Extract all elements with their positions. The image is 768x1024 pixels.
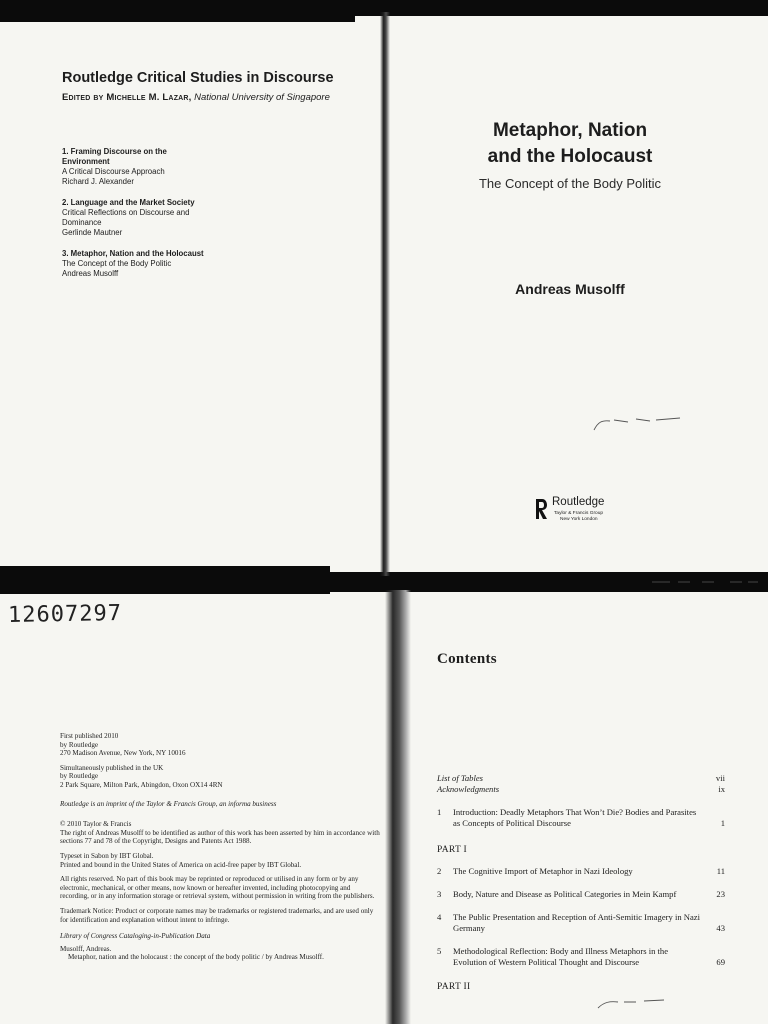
series-item: [62, 249, 212, 279]
copyright-line: © 2010 Taylor & Francis: [60, 820, 132, 829]
toc-chapter-number: 3: [437, 889, 442, 899]
series-item-subtitle: The Concept of the Body Politic: [62, 259, 172, 268]
toc-chapter-title: Methodological Reflection: Body and Illness Metaphors in the Evolution of Western Political Thought and Discourse: [453, 946, 669, 967]
toc-part-label: PART I: [437, 845, 468, 855]
toc-entry: [437, 807, 725, 829]
publisher-group: Taylor & Francis Group: [554, 511, 604, 516]
toc-entry: [437, 889, 725, 900]
routledge-logo-icon: [534, 498, 548, 520]
toc-page-number: 69: [716, 957, 725, 967]
scan-border-middle-left: [0, 566, 330, 594]
series-editor-name: Edited by Michelle M. Lazar,: [62, 92, 192, 103]
contents-heading: Contents: [437, 651, 497, 667]
series-item-title: 2. Language and the Market Society: [62, 198, 195, 207]
toc-page-number: 11: [716, 866, 725, 876]
pen-scribble-mark: [596, 996, 666, 1010]
publisher-name: Routledge: [552, 496, 605, 508]
toc-entry: [437, 946, 725, 968]
series-item: [62, 198, 212, 238]
cataloging-heading: Library of Congress Cataloging-in-Publication Data: [60, 932, 211, 941]
copyright-block: [60, 945, 380, 962]
toc-page-number: 23: [716, 889, 725, 899]
scan-border-top-step: [0, 0, 355, 22]
series-item-author: Richard J. Alexander: [62, 177, 134, 186]
book-title-line2: and the Holocaust: [487, 146, 653, 167]
copyright-line: by Routledge: [60, 740, 99, 749]
toc-page-number: 1: [720, 818, 725, 828]
toc-front-item: [437, 784, 725, 795]
rights-statement: All rights reserved. No part of this book may be reprinted or reproduced or utilised in any form or by any electronic, mechanical, or other means, now known or hereafter invented, including photocopying and recording, or in any information storage or retrieval system, without permission in writing from the publishers.: [60, 875, 375, 901]
toc-front-item: [437, 773, 725, 784]
toc-chapter-title: Body, Nature and Disease as Political Categories in Mein Kampf: [453, 889, 677, 899]
toc-chapter-number: 1: [437, 807, 442, 817]
title-page: [400, 118, 740, 297]
copyright-block: [60, 820, 380, 846]
toc-chapter-number: 5: [437, 946, 442, 956]
copyright-line: Metaphor, nation and the holocaust : the concept of the body politic / by Andreas Musolff.: [68, 953, 324, 962]
book-gutter-bottom: [385, 590, 411, 1024]
series-item: [62, 147, 212, 187]
copyright-block: [60, 764, 380, 790]
toc-chapter-number: 2: [437, 866, 442, 876]
toc-front-label: List of Tables: [437, 773, 484, 783]
copyright-line: The right of Andreas Musolff to be identified as author of this work has been asserted by him in accordance with sections 77 and 78 of the Copyright, Designs and Patents Act 1988.: [60, 828, 380, 846]
toc-chapter-title: The Cognitive Import of Metaphor in Nazi Ideology: [453, 866, 633, 876]
table-of-contents: [437, 773, 725, 1003]
book-author: Andreas Musolff: [515, 281, 625, 297]
series-editor-institution: National University of Singapore: [194, 92, 330, 103]
copyright-line: by Routledge: [60, 772, 99, 781]
book-title-line1: Metaphor, Nation: [492, 120, 648, 141]
copyright-line: 270 Madison Avenue, New York, NY 10016: [60, 749, 186, 758]
copyright-line: Printed and bound in the United States of America on acid-free paper by IBT Global.: [60, 860, 302, 869]
toc-front-label: Acknowledgments: [437, 784, 500, 794]
handwritten-number: 12607297: [7, 601, 123, 628]
series-item-title: 1. Framing Discourse on the Environment: [62, 147, 167, 166]
series-item-author: Andreas Musolff: [62, 269, 119, 278]
series-title: Routledge Critical Studies in Discourse: [62, 70, 334, 86]
series-item-author: Gerlinde Mautner: [62, 228, 123, 237]
series-item-subtitle: A Critical Discourse Approach: [62, 167, 165, 176]
toc-chapter-number: 4: [437, 912, 442, 922]
copyright-page: [60, 732, 380, 962]
book-subtitle: The Concept of the Body Politic: [478, 176, 662, 191]
toc-entry: [437, 866, 725, 877]
pen-scribble-mark: [650, 578, 760, 586]
copyright-line: Simultaneously published in the UK: [60, 763, 164, 772]
trademark-notice: Trademark Notice: Product or corporate names may be trademarks or registered trademarks, and are used only for identification and explanation without intent to infringe.: [60, 906, 374, 924]
toc-chapter-title: Introduction: Deadly Metaphors That Won’t Die? Bodies and Parasites as Concepts of Political Discourse: [453, 807, 697, 828]
copyright-line: Typeset in Sabon by IBT Global.: [60, 851, 154, 860]
copyright-line: Musolff, Andreas.: [60, 944, 112, 953]
copyright-line: First published 2010: [60, 732, 119, 740]
series-item-title: 3. Metaphor, Nation and the Holocaust: [62, 249, 204, 258]
series-page: [62, 70, 372, 290]
book-gutter-top: [380, 12, 390, 576]
copyright-block: [60, 852, 380, 869]
copyright-block: [60, 732, 380, 758]
toc-chapter-title: The Public Presentation and Reception of Anti-Semitic Imagery in Nazi Germany: [453, 912, 701, 933]
toc-page-number: vii: [715, 773, 725, 783]
toc-page-number: 43: [716, 923, 725, 933]
pen-scribble-mark: [592, 412, 682, 434]
series-item-subtitle: Critical Reflections on Discourse and Dominance: [62, 208, 190, 227]
copyright-line: 2 Park Square, Milton Park, Abingdon, Oxon OX14 4RN: [60, 780, 223, 789]
series-editor-line: [62, 92, 372, 103]
imprint-statement: Routledge is an imprint of the Taylor & Francis Group, an informa business: [60, 799, 277, 808]
toc-entry: [437, 912, 725, 934]
publisher-cities: New York London: [560, 517, 598, 522]
toc-part-label: PART II: [437, 982, 471, 992]
toc-page-number: ix: [718, 784, 725, 794]
series-list: [62, 147, 212, 279]
book-title: [400, 118, 740, 170]
